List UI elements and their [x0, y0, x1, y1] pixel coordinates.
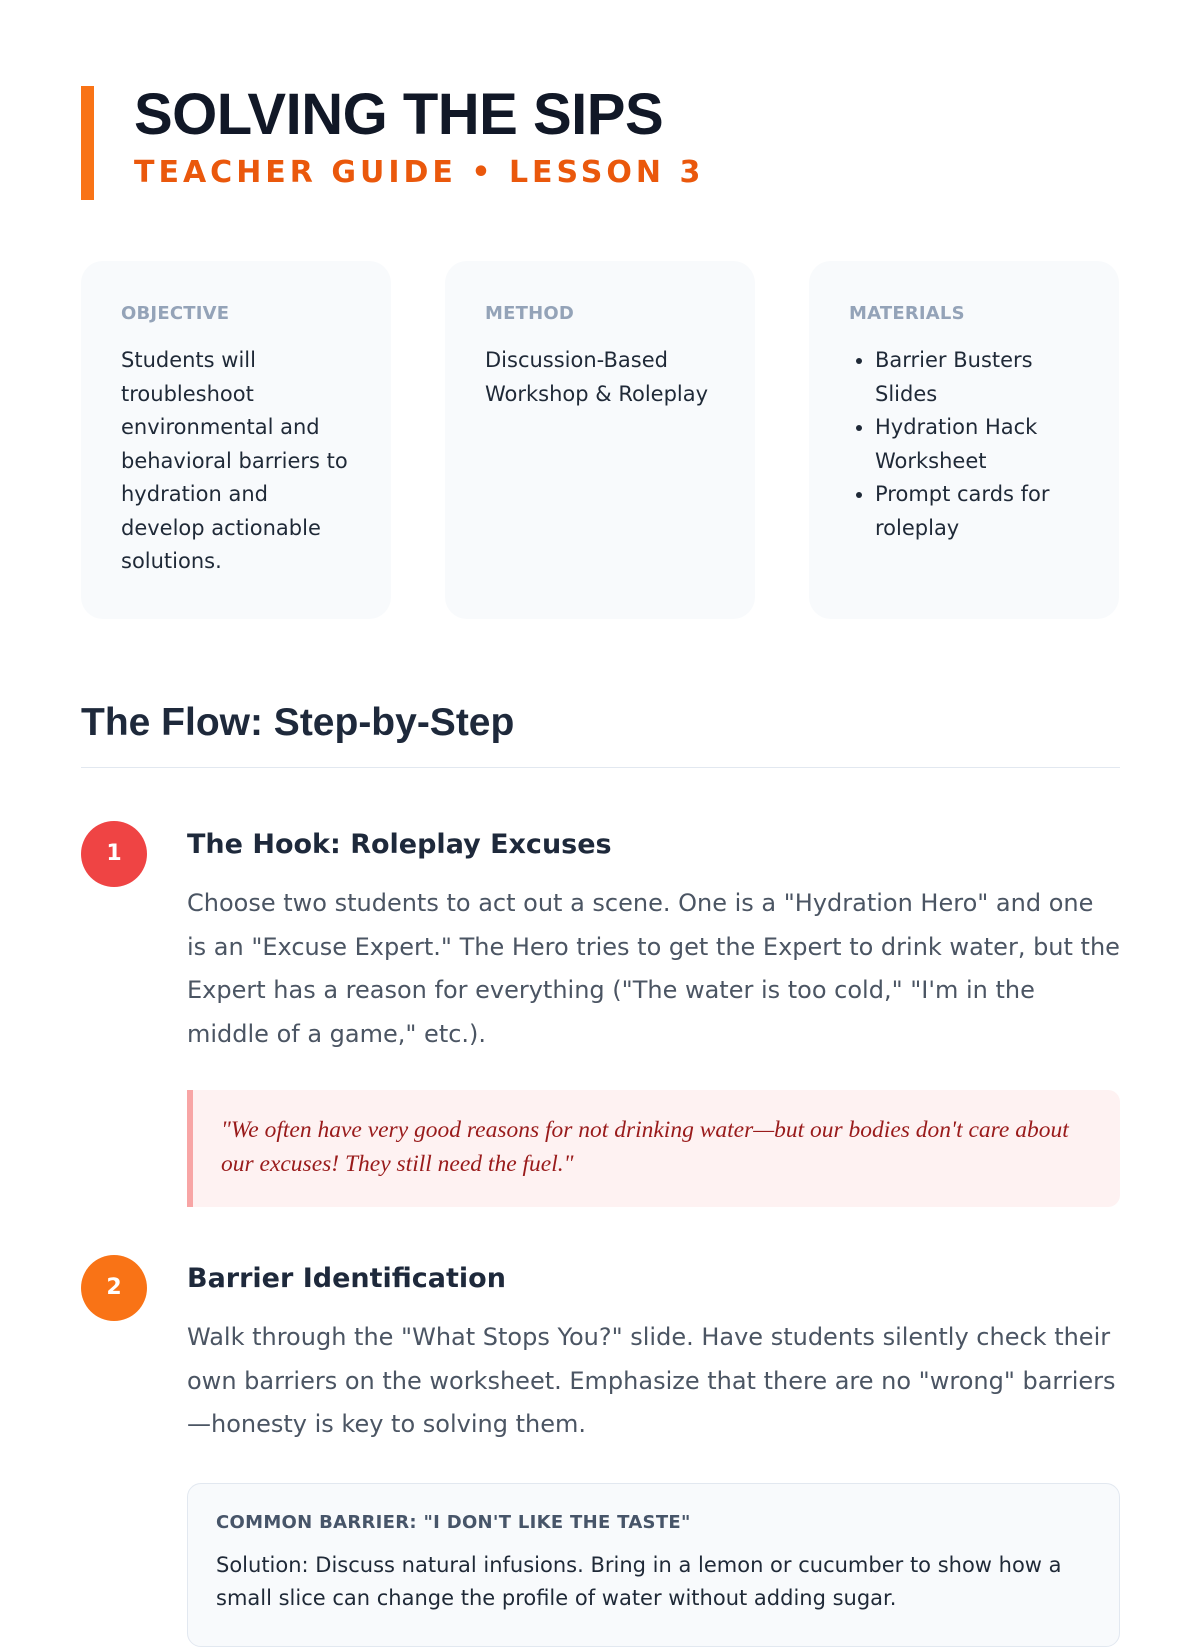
barrier-label: COMMON BARRIER: "I DON'T LIKE THE TASTE" — [216, 1511, 691, 1533]
barrier-callout — [187, 1483, 1120, 1647]
objective-card — [81, 261, 391, 619]
page-title: SOLVING THE SIPS — [134, 82, 664, 147]
materials-label: MATERIALS — [849, 303, 965, 324]
step-body — [187, 821, 1120, 1207]
step-number-badge: 1 — [81, 821, 147, 887]
step-description: Walk through the "What Stops You?" slide. Have students silently check their own barriers on the worksheet. Emphasize that there are no "wrong" barriers—honesty is key to solving them. — [187, 1323, 1116, 1439]
step-number-badge: 2 — [81, 1255, 147, 1321]
step-description: Choose two students to act out a scene. One is a "Hydration Hero" and one is an "Excuse Expert." The Hero tries to get the Expert to drink water, but the Expert has a reason for everything ("The water is too cold," "I'm in the middle of a game," etc.). — [187, 889, 1120, 1048]
materials-card — [809, 261, 1119, 619]
method-label: METHOD — [485, 303, 574, 324]
step-title: Barrier Identification — [187, 1263, 506, 1294]
materials-list — [849, 344, 1079, 545]
step-body — [187, 1255, 1120, 1647]
section-title: The Flow: Step-by-Step — [81, 701, 515, 744]
page-header — [81, 82, 1120, 200]
section-divider — [81, 767, 1120, 768]
step-title: The Hook: Roleplay Excuses — [187, 829, 612, 860]
objective-text: Students will troubleshoot environmental and behavioral barriers to hydration and develop actionable solutions. — [121, 348, 348, 573]
step-quote: "We often have very good reasons for not drinking water—but our bodies don't care about our excuses! They still need the fuel." — [187, 1090, 1120, 1207]
info-cards — [81, 261, 1120, 619]
lesson-page — [81, 80, 1120, 1611]
objective-label: OBJECTIVE — [121, 303, 230, 324]
method-card — [445, 261, 755, 619]
materials-item: • Prompt cards for roleplay — [875, 478, 1079, 545]
barrier-solution: Solution: Discuss natural infusions. Bring in a lemon or cucumber to show how a small slice can change the profile of water without adding sugar. — [216, 1552, 1062, 1611]
method-text: Discussion-Based Workshop & Roleplay — [485, 348, 709, 406]
materials-item: • Barrier Busters Slides — [875, 344, 1079, 411]
materials-item: • Hydration Hack Worksheet — [875, 411, 1079, 478]
page-subtitle: TEACHER GUIDE • LESSON 3 — [134, 155, 705, 190]
header-accent-bar — [81, 86, 94, 200]
